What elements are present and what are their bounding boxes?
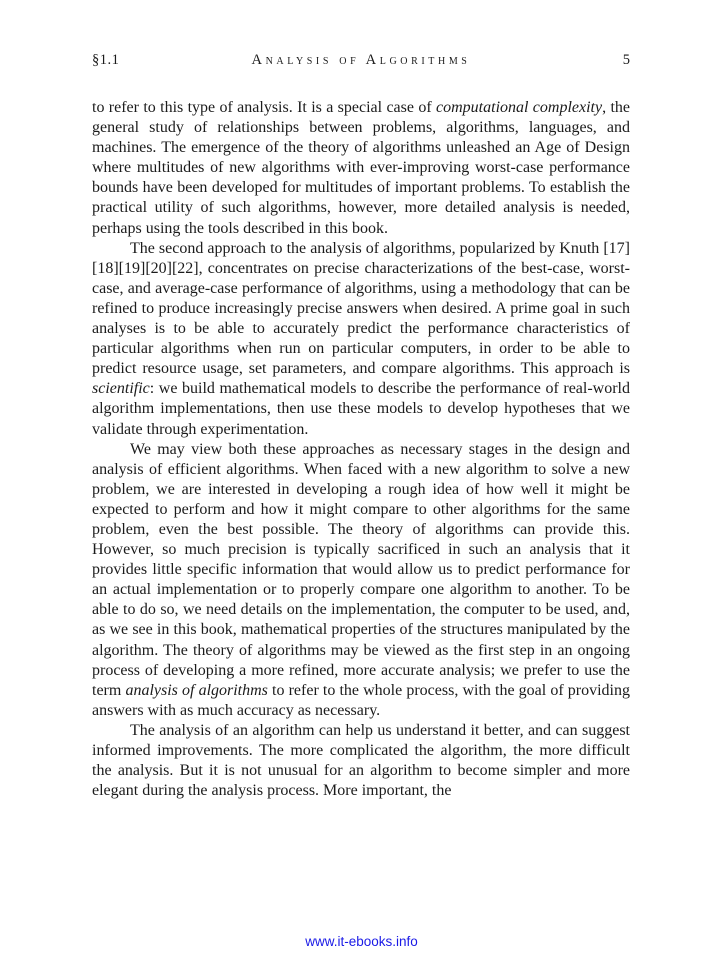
paragraph <box>92 721 630 801</box>
text-run: We may view both these approaches as necessary stages in the design and analysis of efficient algorithms. When faced with a new algorithm to solve a new problem, we are interested in developing a rough idea of how well it might be expected to perform and how it might compare to other algorithms for the same problem, even the best possible. The theory of algorithms can provide this. However, so much precision is typically sacrificed in such an analysis that it provides little specific information that would allow us to predict performance for an actual implementation or to properly compare one algorithm to another. To be able to do so, we need details on the implementation, the computer to be used, and, as we see in this book, mathematical properties of the structures manipulated by the algorithm. The theory of algorithms may be viewed as the first step in an ongoing process of developing a more refined, more accurate analysis; we prefer to use the term <box>92 440 630 699</box>
running-head <box>92 52 630 74</box>
footer-link[interactable]: www.it-ebooks.info <box>305 934 418 949</box>
section-number: §1.1 <box>92 52 120 68</box>
text-run: The second approach to the analysis of algorithms, popularized by Knuth [17][18][19][20][22], concentrates on precise characterizations of the best-case, worst-case, and average-case performance of algorithms, using a methodology that can be refined to produce increasingly precise answers when desired. A prime goal in such analyses is to be able to accurately predict the performance characteristics of particular algorithms when run on particular computers, in order to be able to predict resource usage, set parameters, and compare algorithms. This approach is <box>92 239 630 378</box>
page-number: 5 <box>622 52 630 68</box>
body-text <box>92 98 630 801</box>
italic-term: analysis of algorithms <box>125 681 268 699</box>
paragraph <box>92 239 630 440</box>
text-run: to refer to the whole process, with the goal of providing answers with as much accuracy as necessary. <box>92 681 630 719</box>
paragraph <box>92 440 630 721</box>
italic-term: scientific <box>92 380 150 398</box>
paragraph <box>92 98 630 239</box>
italic-term: computational complexity <box>436 99 603 116</box>
text-run: to refer to this type of analysis. It is a special case of <box>92 99 437 116</box>
text-run: The analysis of an algorithm can help us understand it better, and can suggest informed improvements. The more complicated the algorithm, the more difficult the analysis. But it is not unusual for an algorithm to become simpler and more elegant during the analysis process. More important, the <box>92 721 630 800</box>
text-run: : we build mathematical models to describe the performance of real-world algorithm implementations, then use these models to develop hypotheses that we validate through experimentation. <box>92 380 630 438</box>
text-run: , the general study of relationships between problems, algorithms, languages, and machines. The emergence of the theory of algorithms unleashed an Age of Design where multitudes of new algorithms with ever-improving worst-case performance bounds have been developed for multitudes of important problems. To establish the practical utility of such algorithms, however, more detailed analysis is needed, perhaps using the tools described in this book. <box>92 99 631 237</box>
chapter-running-title: Analysis of Algorithms <box>251 52 471 68</box>
